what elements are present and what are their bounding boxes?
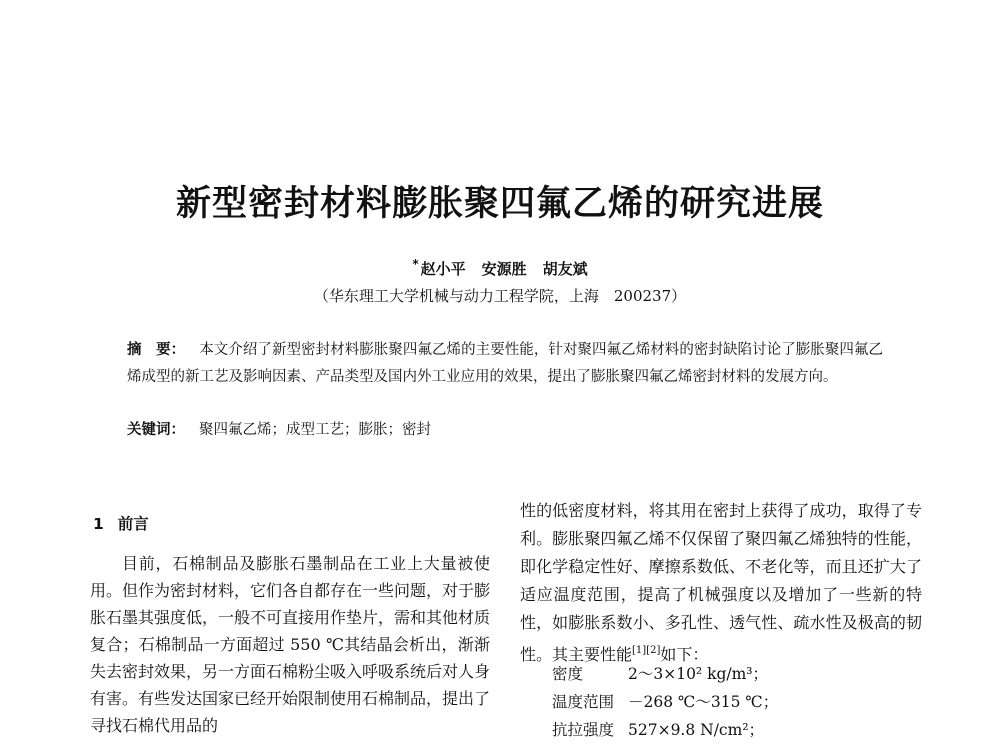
- property-value: 2～3×10² kg/m³；: [628, 665, 769, 683]
- body-paragraph: [520, 497, 922, 669]
- paragraph-text-tail: 如下：: [660, 645, 709, 664]
- section-title: 前言: [117, 515, 149, 533]
- property-name: 温度范围: [552, 693, 615, 711]
- author-name: 赵小平: [420, 260, 466, 278]
- author-line: [0, 257, 1000, 279]
- abstract-label: 摘 要：: [127, 342, 186, 358]
- corresponding-author-mark: *: [412, 257, 419, 271]
- left-column: [90, 550, 490, 739]
- property-name: 密度: [552, 665, 584, 683]
- author-name: 安源胜: [481, 260, 527, 278]
- abstract: [127, 337, 883, 391]
- citation: [1][2]: [632, 645, 661, 656]
- keywords-text: 聚四氟乙烯；成型工艺；膨胀；密封: [199, 422, 431, 438]
- property-item: [552, 688, 932, 716]
- property-list: [552, 660, 932, 744]
- affiliation: （华东理工大学机械与动力工程学院，上海 200237）: [313, 287, 687, 305]
- section-number: 1: [93, 515, 104, 533]
- body-paragraph: 目前，石棉制品及膨胀石墨制品在工业上大量被使用。但作为密封材料，它们各自都存在一些问题，对于膨胀石墨其强度低，一般不可直接用作垫片，需和其他材质复合；石棉制品一方面超过 550 ℃其结晶会析出，渐渐失去密封效果，另一方面石棉粉尘吸入呼吸系统后对人身有害。有些发达国家已经开始限制使用石棉制品，提出了寻找石棉代用品的: [90, 554, 491, 735]
- property-item: [552, 716, 932, 744]
- author-name: 胡友斌: [542, 260, 588, 278]
- property-value: －268 ℃～315 ℃；: [628, 693, 779, 711]
- property-item: [552, 660, 932, 688]
- keywords-label: 关键词：: [127, 422, 185, 438]
- paper-title: 新型密封材料膨胀聚四氟乙烯的研究进展: [175, 184, 824, 224]
- property-value: 527×9.8 N/cm²；: [628, 721, 765, 739]
- property-name: 抗拉强度: [552, 721, 615, 739]
- paragraph-text: 性的低密度材料，将其用在密封上获得了成功，取得了专利。膨胀聚四氟乙烯不仅保留了聚四氟乙烯独特的性能，即化学稳定性好、摩擦系数低、不老化等，而且还扩大了适应温度范围，提高了机械强度以及增加了一些新的特性，如膨胀系数小、多孔性、透气性、疏水性及极高的韧性。其主要性能: [520, 501, 922, 664]
- section-heading: [93, 512, 149, 534]
- right-column: [520, 497, 922, 669]
- keywords: [127, 417, 883, 444]
- abstract-text: 本文介绍了新型密封材料膨胀聚四氟乙烯的主要性能，针对聚四氟乙烯材料的密封缺陷讨论了膨胀聚四氟乙烯成型的新工艺及影响因素、产品类型及国内外工业应用的效果，提出了膨胀聚四氟乙烯密封材料的发展方向。: [127, 342, 883, 385]
